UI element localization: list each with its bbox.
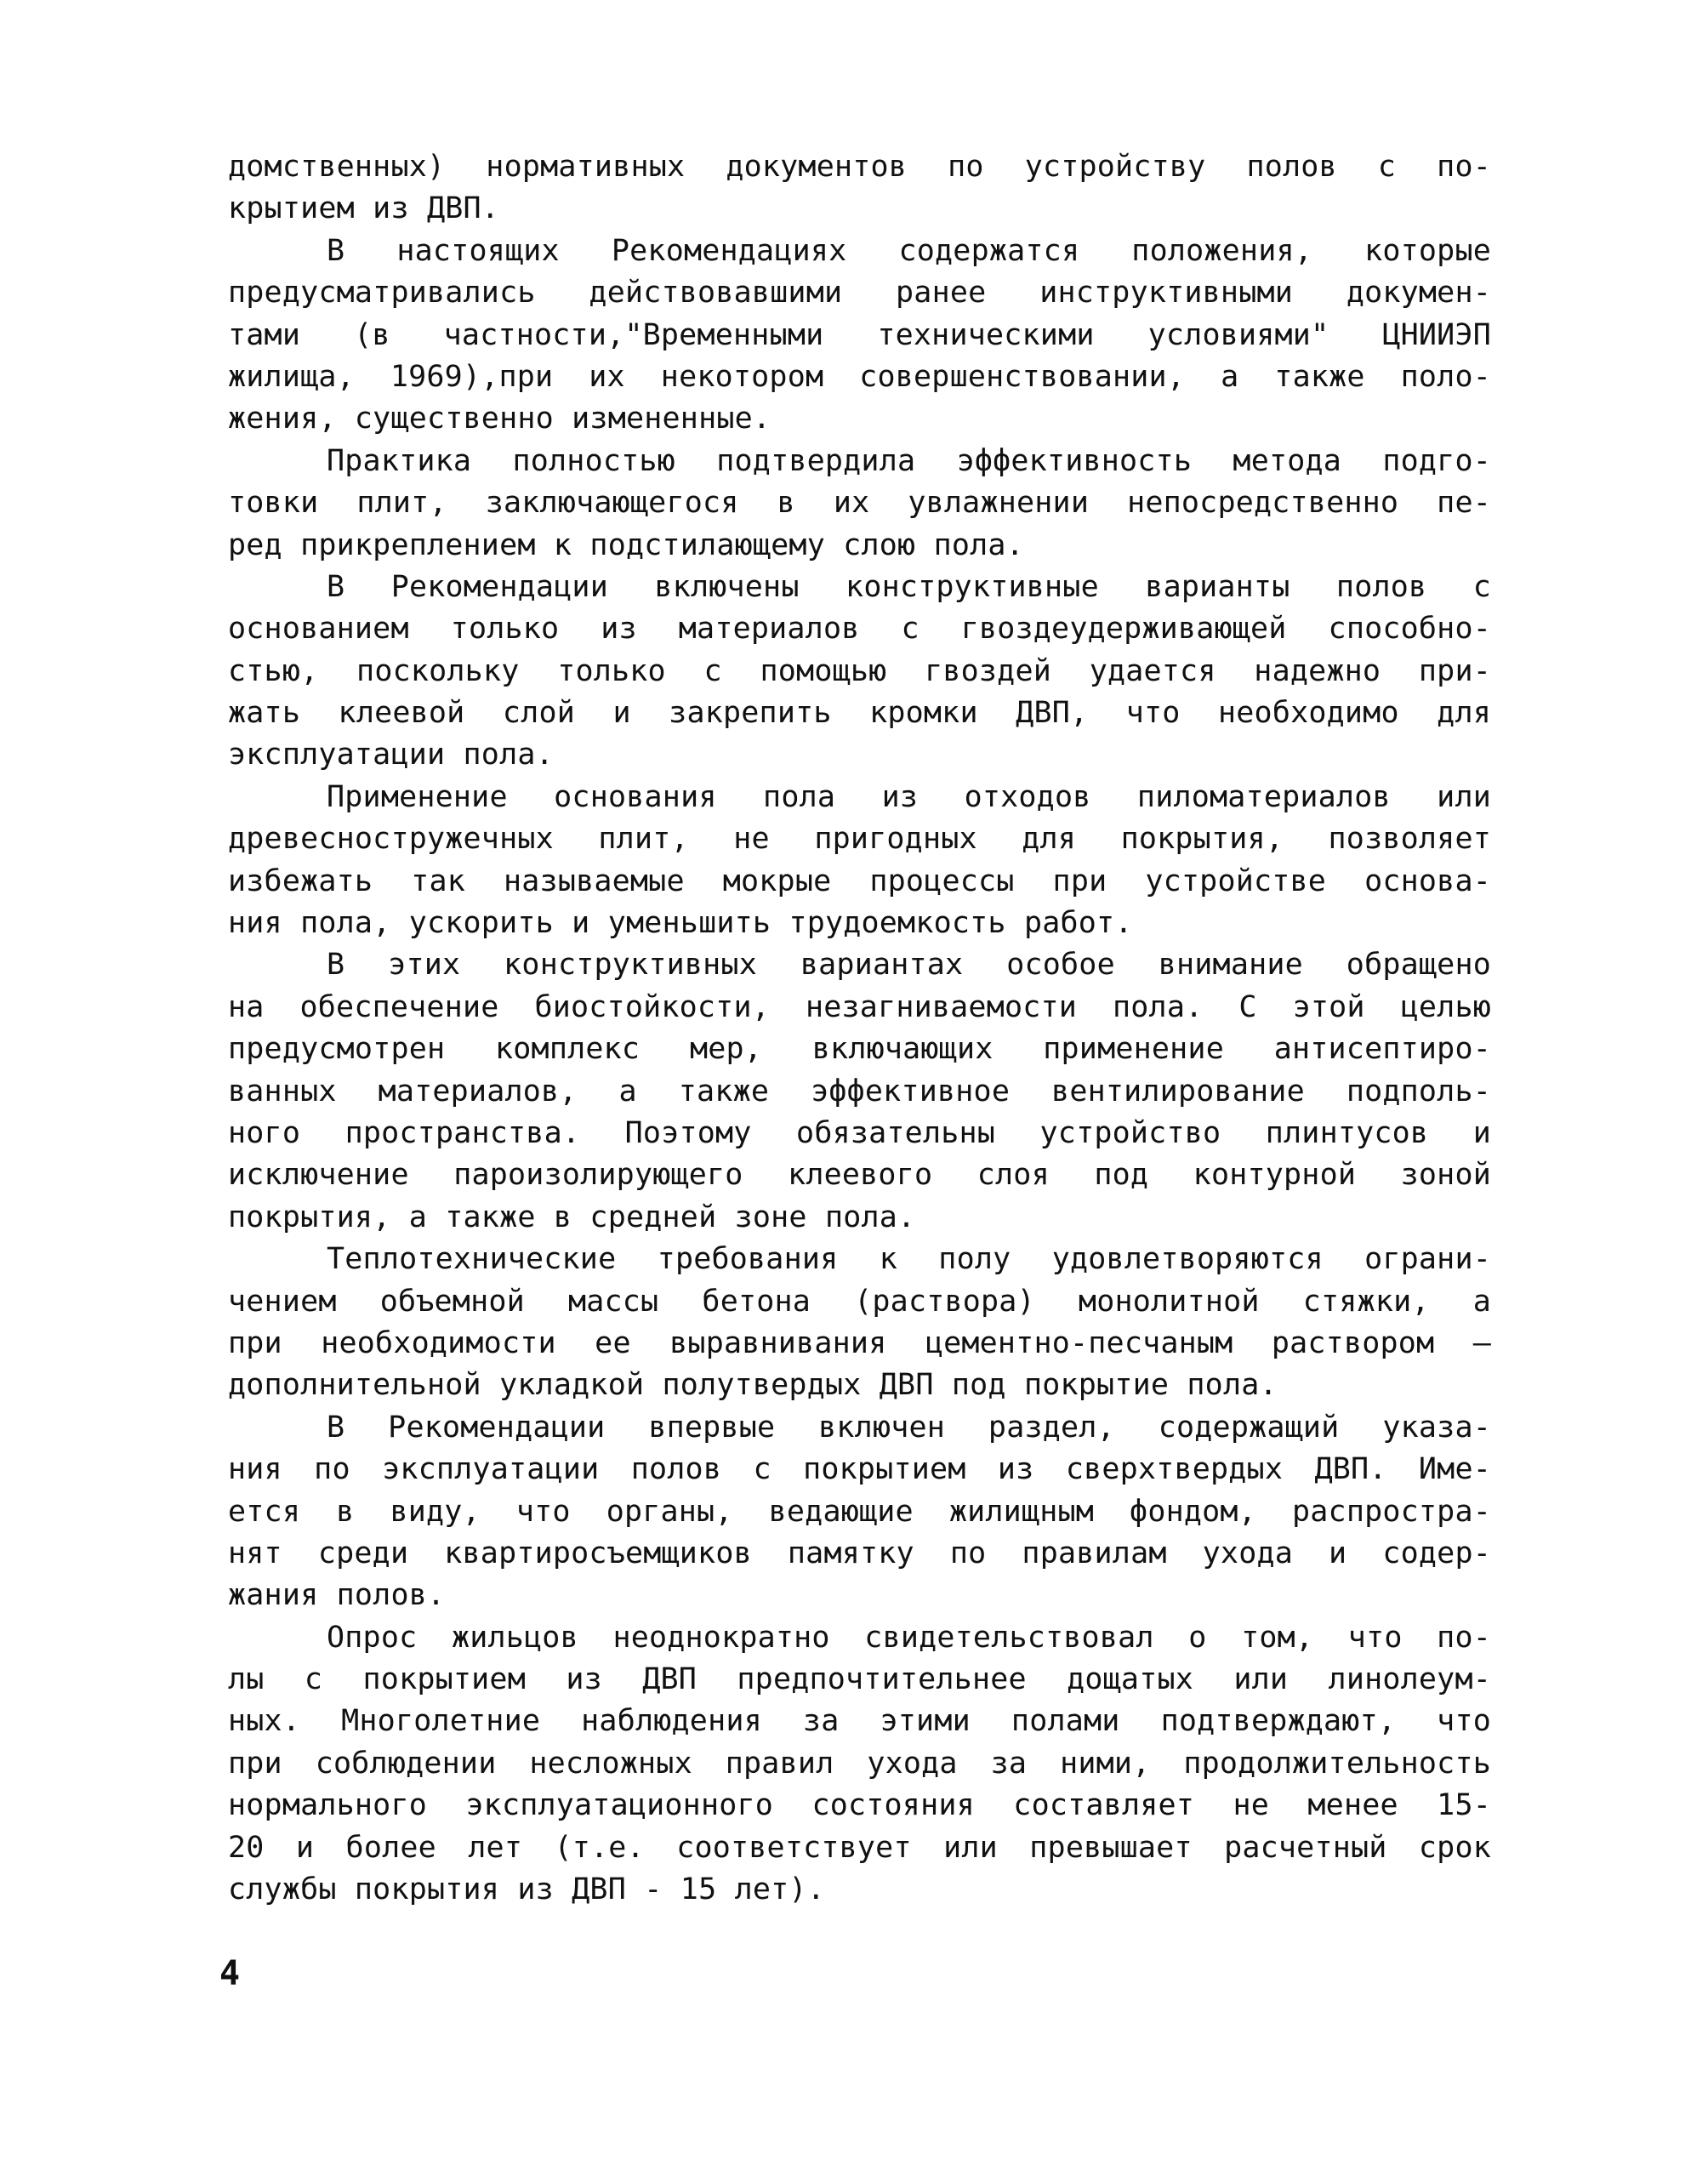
text-line: жать клеевой слой и закрепить кромки ДВП, что необходимо для: [228, 696, 1491, 731]
text-line: лы с покрытием из ДВП предпочтительнее дощатых или линолеум-: [228, 1662, 1491, 1697]
body-text: [228, 146, 1491, 1911]
text-line: В настоящих Рекомендациях содержатся положения, которые: [327, 233, 1491, 268]
text-line: на обеспечение биостойкости, незагниваемости пола. С этой целью: [228, 989, 1491, 1024]
text-line: ред прикреплением к подстилающему слою пола.: [228, 527, 1024, 562]
text-line: ных. Многолетние наблюдения за этими полами подтверждают, что: [228, 1704, 1491, 1739]
text-line: стью, поскольку только с помощью гвоздей удается надежно при-: [228, 653, 1491, 688]
text-line: товки плит, заключающегося в их увлажнении непосредственно пе-: [228, 486, 1491, 521]
text-line: жилища, 1969),при их некотором совершенствовании, а также поло-: [228, 359, 1491, 394]
text-line: жания полов.: [228, 1578, 446, 1613]
text-line: предусматривались действовавшими ранее инструктивными докумен-: [228, 276, 1491, 311]
text-line: при необходимости ее выравнивания цементно-песчаным раствором —: [228, 1325, 1491, 1360]
text-line: основанием только из материалов с гвоздеудерживающей способно-: [228, 612, 1491, 647]
text-line: жения, существенно измененные.: [228, 402, 771, 436]
text-line: Теплотехнические требования к полу удовлетворяются ограни-: [327, 1242, 1491, 1277]
text-line: Опрос жильцов неоднократно свидетельствовал о том, что по-: [327, 1620, 1491, 1655]
text-line: домственных) нормативных документов по устройству полов с по-: [228, 150, 1491, 184]
text-line: Практика полностью подтвердила эффективность метода подго-: [327, 443, 1491, 478]
text-line: нят среди квартиросъемщиков памятку по правилам ухода и содер-: [228, 1536, 1491, 1570]
text-line: 20 и более лет (т.е. соответствует или превышает расчетный срок: [228, 1830, 1491, 1865]
text-line: нормального эксплуатационного состояния составляет не менее 15-: [228, 1788, 1491, 1823]
text-line: покрытия, а также в средней зоне пола.: [228, 1200, 916, 1234]
text-line: избежать так называемые мокрые процессы при устройстве основа-: [228, 863, 1491, 898]
text-line: ванных материалов, а также эффективное вентилирование подполь-: [228, 1074, 1491, 1108]
text-line: эксплуатации пола.: [228, 738, 554, 772]
text-line: предусмотрен комплекс мер, включающих применение антисептиро-: [228, 1032, 1491, 1067]
text-line: ния пола, ускорить и уменьшить трудоемкость работ.: [228, 906, 1133, 941]
text-line: В Рекомендации впервые включен раздел, содержащий указа-: [327, 1410, 1491, 1445]
text-line: древесностружечных плит, не пригодных для покрытия, позволяет: [228, 822, 1491, 857]
text-line: В Рекомендации включены конструктивные варианты полов с: [327, 569, 1491, 604]
text-line: крытием из ДВП.: [228, 191, 500, 226]
text-line: исключение пароизолирующего клеевого слоя под контурной зоной: [228, 1158, 1491, 1193]
text-line: ется в виду, что органы, ведающие жилищным фондом, распростра-: [228, 1494, 1491, 1529]
text-line: тами (в частности,"Временными техническими условиями" ЦНИИЭП: [228, 317, 1491, 352]
text-line: ния по эксплуатации полов с покрытием из сверхтвердых ДВП. Име-: [228, 1452, 1491, 1487]
text-line: ного пространства. Поэтому обязательны устройство плинтусов и: [228, 1115, 1491, 1150]
text-line: чением объемной массы бетона (раствора) монолитной стяжки, а: [228, 1284, 1491, 1319]
text-line: дополнительной укладкой полутвердых ДВП под покрытие пола.: [228, 1368, 1278, 1403]
text-line: Применение основания пола из отходов пиломатериалов или: [327, 779, 1491, 814]
text-line: службы покрытия из ДВП - 15 лет).: [228, 1872, 825, 1907]
page-number: 4: [219, 1954, 241, 1993]
text-line: В этих конструктивных вариантах особое внимание обращено: [327, 948, 1491, 983]
text-line: при соблюдении несложных правил ухода за ними, продолжительность: [228, 1746, 1491, 1781]
